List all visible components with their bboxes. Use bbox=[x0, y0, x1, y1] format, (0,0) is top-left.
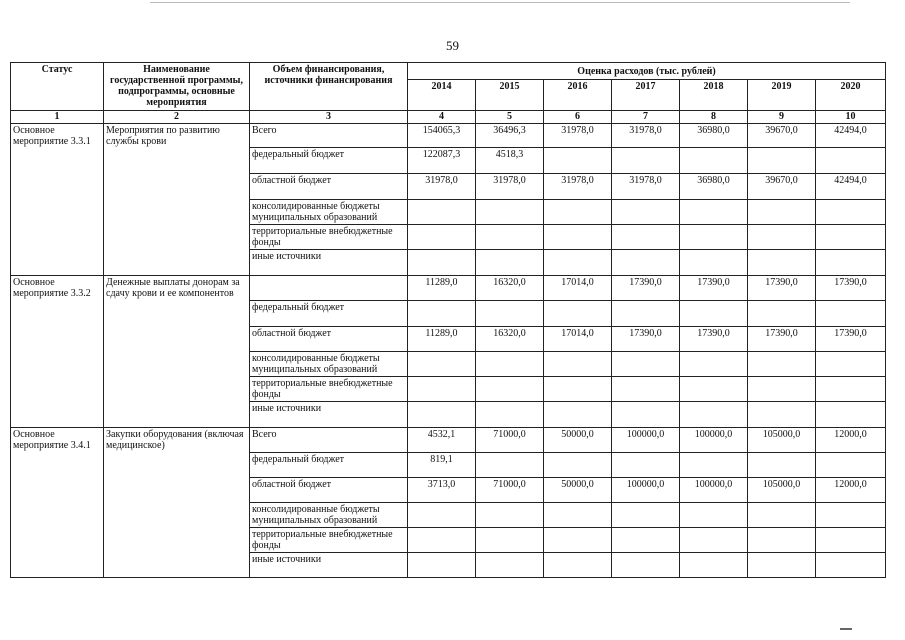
header-year: 2019 bbox=[748, 80, 816, 111]
amount-cell bbox=[476, 453, 544, 478]
amount-cell: 42494,0 bbox=[816, 174, 886, 200]
amount-cell bbox=[748, 352, 816, 377]
event-name: Мероприятия по развитию службы крови bbox=[104, 124, 250, 276]
event-status: Основное мероприятие 3.3.1 bbox=[11, 124, 104, 276]
amount-cell bbox=[680, 352, 748, 377]
amount-cell: 36980,0 bbox=[680, 174, 748, 200]
column-number: 10 bbox=[816, 111, 886, 124]
column-number: 4 bbox=[408, 111, 476, 124]
header-year: 2014 bbox=[408, 80, 476, 111]
amount-cell bbox=[544, 200, 612, 225]
column-number: 1 bbox=[11, 111, 104, 124]
funding-source bbox=[250, 276, 408, 301]
amount-cell bbox=[544, 225, 612, 250]
amount-cell: 39670,0 bbox=[748, 124, 816, 148]
amount-cell bbox=[544, 250, 612, 276]
column-number: 8 bbox=[680, 111, 748, 124]
amount-cell bbox=[816, 200, 886, 225]
amount-cell: 17390,0 bbox=[748, 276, 816, 301]
amount-cell: 11289,0 bbox=[408, 276, 476, 301]
amount-cell: 71000,0 bbox=[476, 428, 544, 453]
amount-cell: 100000,0 bbox=[612, 478, 680, 503]
column-number: 7 bbox=[612, 111, 680, 124]
amount-cell bbox=[816, 377, 886, 402]
amount-cell: 17390,0 bbox=[680, 327, 748, 352]
amount-cell bbox=[816, 225, 886, 250]
amount-cell: 50000,0 bbox=[544, 478, 612, 503]
amount-cell bbox=[748, 225, 816, 250]
amount-cell bbox=[612, 148, 680, 174]
amount-cell: 4518,3 bbox=[476, 148, 544, 174]
amount-cell: 12000,0 bbox=[816, 428, 886, 453]
amount-cell: 100000,0 bbox=[680, 478, 748, 503]
funding-source: областной бюджет bbox=[250, 327, 408, 352]
header-year: 2017 bbox=[612, 80, 680, 111]
amount-cell: 105000,0 bbox=[748, 478, 816, 503]
amount-cell: 16320,0 bbox=[476, 276, 544, 301]
amount-cell bbox=[544, 453, 612, 478]
amount-cell bbox=[612, 250, 680, 276]
amount-cell: 31978,0 bbox=[612, 124, 680, 148]
amount-cell bbox=[680, 377, 748, 402]
amount-cell bbox=[680, 301, 748, 327]
amount-cell bbox=[612, 377, 680, 402]
amount-cell bbox=[408, 503, 476, 528]
header-year: 2015 bbox=[476, 80, 544, 111]
amount-cell bbox=[544, 377, 612, 402]
amount-cell bbox=[544, 402, 612, 428]
amount-cell bbox=[544, 503, 612, 528]
funding-source: областной бюджет bbox=[250, 478, 408, 503]
amount-cell bbox=[544, 553, 612, 578]
amount-cell bbox=[748, 402, 816, 428]
amount-cell bbox=[408, 377, 476, 402]
amount-cell bbox=[476, 503, 544, 528]
amount-cell bbox=[680, 553, 748, 578]
header-year: 2016 bbox=[544, 80, 612, 111]
amount-cell: 17014,0 bbox=[544, 276, 612, 301]
amount-cell bbox=[476, 352, 544, 377]
funding-source: федеральный бюджет bbox=[250, 148, 408, 174]
table-row bbox=[11, 428, 886, 453]
table-row bbox=[11, 276, 886, 301]
amount-cell: 17014,0 bbox=[544, 327, 612, 352]
funding-source: территориальные внебюджетные фонды bbox=[250, 528, 408, 553]
amount-cell: 16320,0 bbox=[476, 327, 544, 352]
amount-cell bbox=[816, 402, 886, 428]
funding-source: федеральный бюджет bbox=[250, 453, 408, 478]
amount-cell: 36496,3 bbox=[476, 124, 544, 148]
amount-cell bbox=[680, 200, 748, 225]
amount-cell bbox=[476, 528, 544, 553]
amount-cell bbox=[816, 148, 886, 174]
amount-cell bbox=[680, 402, 748, 428]
amount-cell bbox=[748, 503, 816, 528]
amount-cell bbox=[748, 200, 816, 225]
event-name: Денежные выплаты донорам за сдачу крови и ее компонентов bbox=[104, 276, 250, 428]
amount-cell bbox=[408, 225, 476, 250]
funding-source: областной бюджет bbox=[250, 174, 408, 200]
funding-source: консолидированные бюджеты муниципальных образований bbox=[250, 352, 408, 377]
amount-cell bbox=[748, 553, 816, 578]
scan-mark bbox=[840, 628, 852, 630]
amount-cell bbox=[544, 301, 612, 327]
event-status: Основное мероприятие 3.3.2 bbox=[11, 276, 104, 428]
amount-cell bbox=[544, 528, 612, 553]
column-number: 2 bbox=[104, 111, 250, 124]
amount-cell: 31978,0 bbox=[544, 174, 612, 200]
amount-cell bbox=[408, 528, 476, 553]
amount-cell bbox=[816, 453, 886, 478]
table-body bbox=[11, 124, 886, 578]
amount-cell bbox=[476, 402, 544, 428]
amount-cell bbox=[612, 453, 680, 478]
amount-cell: 31978,0 bbox=[612, 174, 680, 200]
amount-cell: 50000,0 bbox=[544, 428, 612, 453]
amount-cell: 71000,0 bbox=[476, 478, 544, 503]
amount-cell: 100000,0 bbox=[680, 428, 748, 453]
amount-cell bbox=[612, 200, 680, 225]
amount-cell bbox=[612, 528, 680, 553]
budget-table bbox=[10, 62, 886, 578]
header-funding: Объем финансирования, источники финансирования bbox=[250, 63, 408, 111]
header-year: 2020 bbox=[816, 80, 886, 111]
amount-cell: 17390,0 bbox=[748, 327, 816, 352]
funding-source: иные источники bbox=[250, 250, 408, 276]
amount-cell: 819,1 bbox=[408, 453, 476, 478]
amount-cell bbox=[748, 377, 816, 402]
amount-cell bbox=[816, 352, 886, 377]
column-number: 3 bbox=[250, 111, 408, 124]
amount-cell: 17390,0 bbox=[612, 327, 680, 352]
amount-cell: 17390,0 bbox=[680, 276, 748, 301]
amount-cell bbox=[476, 250, 544, 276]
column-number: 5 bbox=[476, 111, 544, 124]
table-row bbox=[11, 124, 886, 148]
amount-cell bbox=[612, 553, 680, 578]
amount-cell bbox=[476, 301, 544, 327]
amount-cell bbox=[612, 402, 680, 428]
column-number: 6 bbox=[544, 111, 612, 124]
amount-cell bbox=[748, 453, 816, 478]
amount-cell: 31978,0 bbox=[544, 124, 612, 148]
amount-cell: 42494,0 bbox=[816, 124, 886, 148]
amount-cell bbox=[476, 200, 544, 225]
amount-cell bbox=[748, 148, 816, 174]
amount-cell: 39670,0 bbox=[748, 174, 816, 200]
header-estimate: Оценка расходов (тыс. рублей) bbox=[408, 63, 886, 80]
amount-cell bbox=[748, 250, 816, 276]
amount-cell: 31978,0 bbox=[476, 174, 544, 200]
event-name: Закупки оборудования (включая медицинское) bbox=[104, 428, 250, 578]
funding-source: федеральный бюджет bbox=[250, 301, 408, 327]
funding-source: Всего bbox=[250, 124, 408, 148]
amount-cell: 12000,0 bbox=[816, 478, 886, 503]
amount-cell bbox=[476, 553, 544, 578]
amount-cell bbox=[612, 301, 680, 327]
column-number: 9 bbox=[748, 111, 816, 124]
amount-cell bbox=[680, 453, 748, 478]
amount-cell: 17390,0 bbox=[612, 276, 680, 301]
amount-cell bbox=[816, 528, 886, 553]
amount-cell bbox=[680, 503, 748, 528]
amount-cell bbox=[680, 225, 748, 250]
amount-cell bbox=[816, 503, 886, 528]
amount-cell bbox=[544, 352, 612, 377]
amount-cell bbox=[408, 352, 476, 377]
amount-cell: 105000,0 bbox=[748, 428, 816, 453]
amount-cell bbox=[408, 200, 476, 225]
amount-cell bbox=[816, 553, 886, 578]
amount-cell: 3713,0 bbox=[408, 478, 476, 503]
amount-cell: 122087,3 bbox=[408, 148, 476, 174]
funding-source: территориальные внебюджетные фонды bbox=[250, 377, 408, 402]
amount-cell bbox=[408, 402, 476, 428]
amount-cell: 11289,0 bbox=[408, 327, 476, 352]
funding-source: Всего bbox=[250, 428, 408, 453]
header-status: Статус bbox=[11, 63, 104, 111]
amount-cell bbox=[612, 503, 680, 528]
amount-cell bbox=[612, 352, 680, 377]
amount-cell bbox=[680, 250, 748, 276]
amount-cell bbox=[748, 528, 816, 553]
funding-source: иные источники bbox=[250, 402, 408, 428]
amount-cell bbox=[816, 250, 886, 276]
funding-source: консолидированные бюджеты муниципальных образований bbox=[250, 503, 408, 528]
amount-cell bbox=[680, 528, 748, 553]
funding-source: территориальные внебюджетные фонды bbox=[250, 225, 408, 250]
amount-cell bbox=[476, 377, 544, 402]
amount-cell bbox=[748, 301, 816, 327]
amount-cell: 154065,3 bbox=[408, 124, 476, 148]
amount-cell: 36980,0 bbox=[680, 124, 748, 148]
amount-cell bbox=[544, 148, 612, 174]
amount-cell: 17390,0 bbox=[816, 276, 886, 301]
amount-cell: 4532,1 bbox=[408, 428, 476, 453]
amount-cell bbox=[612, 225, 680, 250]
amount-cell bbox=[408, 553, 476, 578]
amount-cell bbox=[816, 301, 886, 327]
amount-cell bbox=[408, 250, 476, 276]
event-status: Основное мероприятие 3.4.1 bbox=[11, 428, 104, 578]
scan-top-line bbox=[150, 2, 850, 3]
amount-cell bbox=[408, 301, 476, 327]
amount-cell bbox=[476, 225, 544, 250]
amount-cell: 31978,0 bbox=[408, 174, 476, 200]
page-number: 59 bbox=[446, 38, 459, 53]
funding-source: консолидированные бюджеты муниципальных образований bbox=[250, 200, 408, 225]
header-name: Наименование государственной программы, подпрограммы, основные мероприятия bbox=[104, 63, 250, 111]
funding-source: иные источники bbox=[250, 553, 408, 578]
header-year: 2018 bbox=[680, 80, 748, 111]
amount-cell: 100000,0 bbox=[612, 428, 680, 453]
amount-cell: 17390,0 bbox=[816, 327, 886, 352]
amount-cell bbox=[680, 148, 748, 174]
